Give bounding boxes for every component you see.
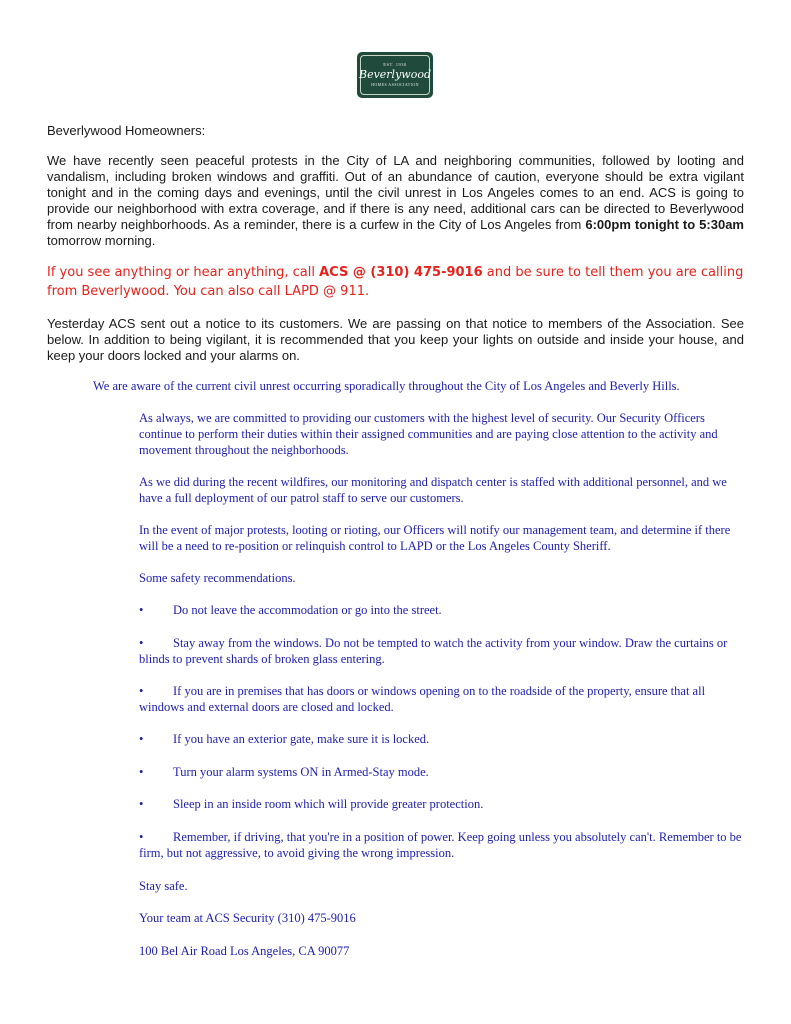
bullet-text: Sleep in an inside room which will provide greater protection. (173, 797, 484, 811)
bullet-text: If you have an exterior gate, make sure it is locked. (173, 732, 430, 746)
notice-paragraph: Some safety recommendations. (139, 571, 296, 585)
curfew-times: 6:00pm tonight to 5:30am (585, 217, 744, 232)
safety-bullet (139, 796, 745, 812)
bullet-text: Do not leave the accommodation or go into the street. (173, 603, 442, 617)
letter-paragraph-1 (47, 153, 744, 249)
bullet-text: If you are in premises that has doors or windows opening on to the roadside of the property, ensure that all windows and external doors are closed and locked. (139, 684, 706, 714)
logo-established: EST. 1930 (383, 62, 407, 67)
notice-paragraph: In the event of major protests, looting or rioting, our Officers will notify our management team, and determine if there will be a need to re-position or relinquish control to LAPD or the Los Angeles County Sheriff. (139, 523, 731, 553)
logo-name: Beverlywood (358, 68, 431, 81)
notice-closing: Stay safe. (139, 879, 188, 893)
notice-intro: We are aware of the current civil unrest occurring sporadically throughout the City of Los Angeles and Beverly Hills. (93, 379, 680, 393)
acs-phone: ACS @ (310) 475-9016 (319, 265, 483, 280)
bullet-marker: • (139, 765, 144, 779)
alert-paragraph (47, 263, 744, 301)
association-logo (357, 52, 433, 98)
bullet-text: Remember, if driving, that you're in a position of power. Keep going unless you absolutely can't. Remember to be firm, but not aggressive, to avoid giving the wrong impression. (139, 830, 742, 860)
logo-subtitle: HOMES ASSOCIATION (371, 82, 419, 87)
paragraph-1-end: tomorrow morning. (47, 233, 156, 248)
safety-bullet (139, 602, 745, 618)
safety-bullet (139, 764, 745, 780)
letter-paragraph-2: Yesterday ACS sent out a notice to its customers. We are passing on that notice to members of the Association. See below. In addition to being vigilant, it is recommended that you keep your lights on outside and inside your house, and keep your doors locked and your alarms on. (47, 316, 744, 363)
safety-bullet (139, 829, 745, 861)
bullet-text: Stay away from the windows. Do not be tempted to watch the activity from your window. Draw the curtains or blinds to prevent shards of broken glass entering. (139, 636, 728, 666)
notice-signature: Your team at ACS Security (310) 475-9016 (139, 911, 356, 925)
safety-bullet (139, 731, 745, 747)
bullet-marker: • (139, 603, 144, 617)
bullet-marker: • (139, 636, 144, 650)
bullet-marker: • (139, 684, 144, 698)
bullet-marker: • (139, 830, 144, 844)
notice-paragraph: As we did during the recent wildfires, our monitoring and dispatch center is staffed with additional personnel, and we have a full deployment of our patrol staff to serve our customers. (139, 475, 727, 505)
letter-greeting: Beverlywood Homeowners: (47, 123, 206, 138)
notice-paragraph: As always, we are committed to providing our customers with the highest level of security. Our Security Officers continue to perform their duties within their assigned communities and are paying close attention to the activity and movement throughout the neighborhoods. (139, 411, 718, 457)
bullet-text: Turn your alarm systems ON in Armed-Stay mode. (173, 765, 429, 779)
paragraph-1-text: We have recently seen peaceful protests in the City of LA and neighboring communities, followed by looting and vandalism, including broken windows and graffiti. Out of an abundance of caution, everyone should be extra vigilant tonight and in the coming days and evenings, until the civil unrest in Los Angeles comes to an end. ACS is going to provide our neighborhood with extra coverage, and if there is any need, additional cars can be directed to Beverlywood from nearby neighborhoods. As a reminder, there is a curfew in the City of Los Angeles from (47, 153, 744, 232)
alert-text-end: and be sure to tell them you are calling from Beverlywood. You can also call LAPD @ 911. (47, 265, 744, 299)
notice-address: 100 Bel Air Road Los Angeles, CA 90077 (139, 944, 350, 958)
safety-bullet (139, 683, 745, 715)
safety-bullet (139, 635, 745, 667)
bullet-marker: • (139, 732, 144, 746)
alert-text: If you see anything or hear anything, call (47, 265, 320, 280)
bullet-marker: • (139, 797, 144, 811)
